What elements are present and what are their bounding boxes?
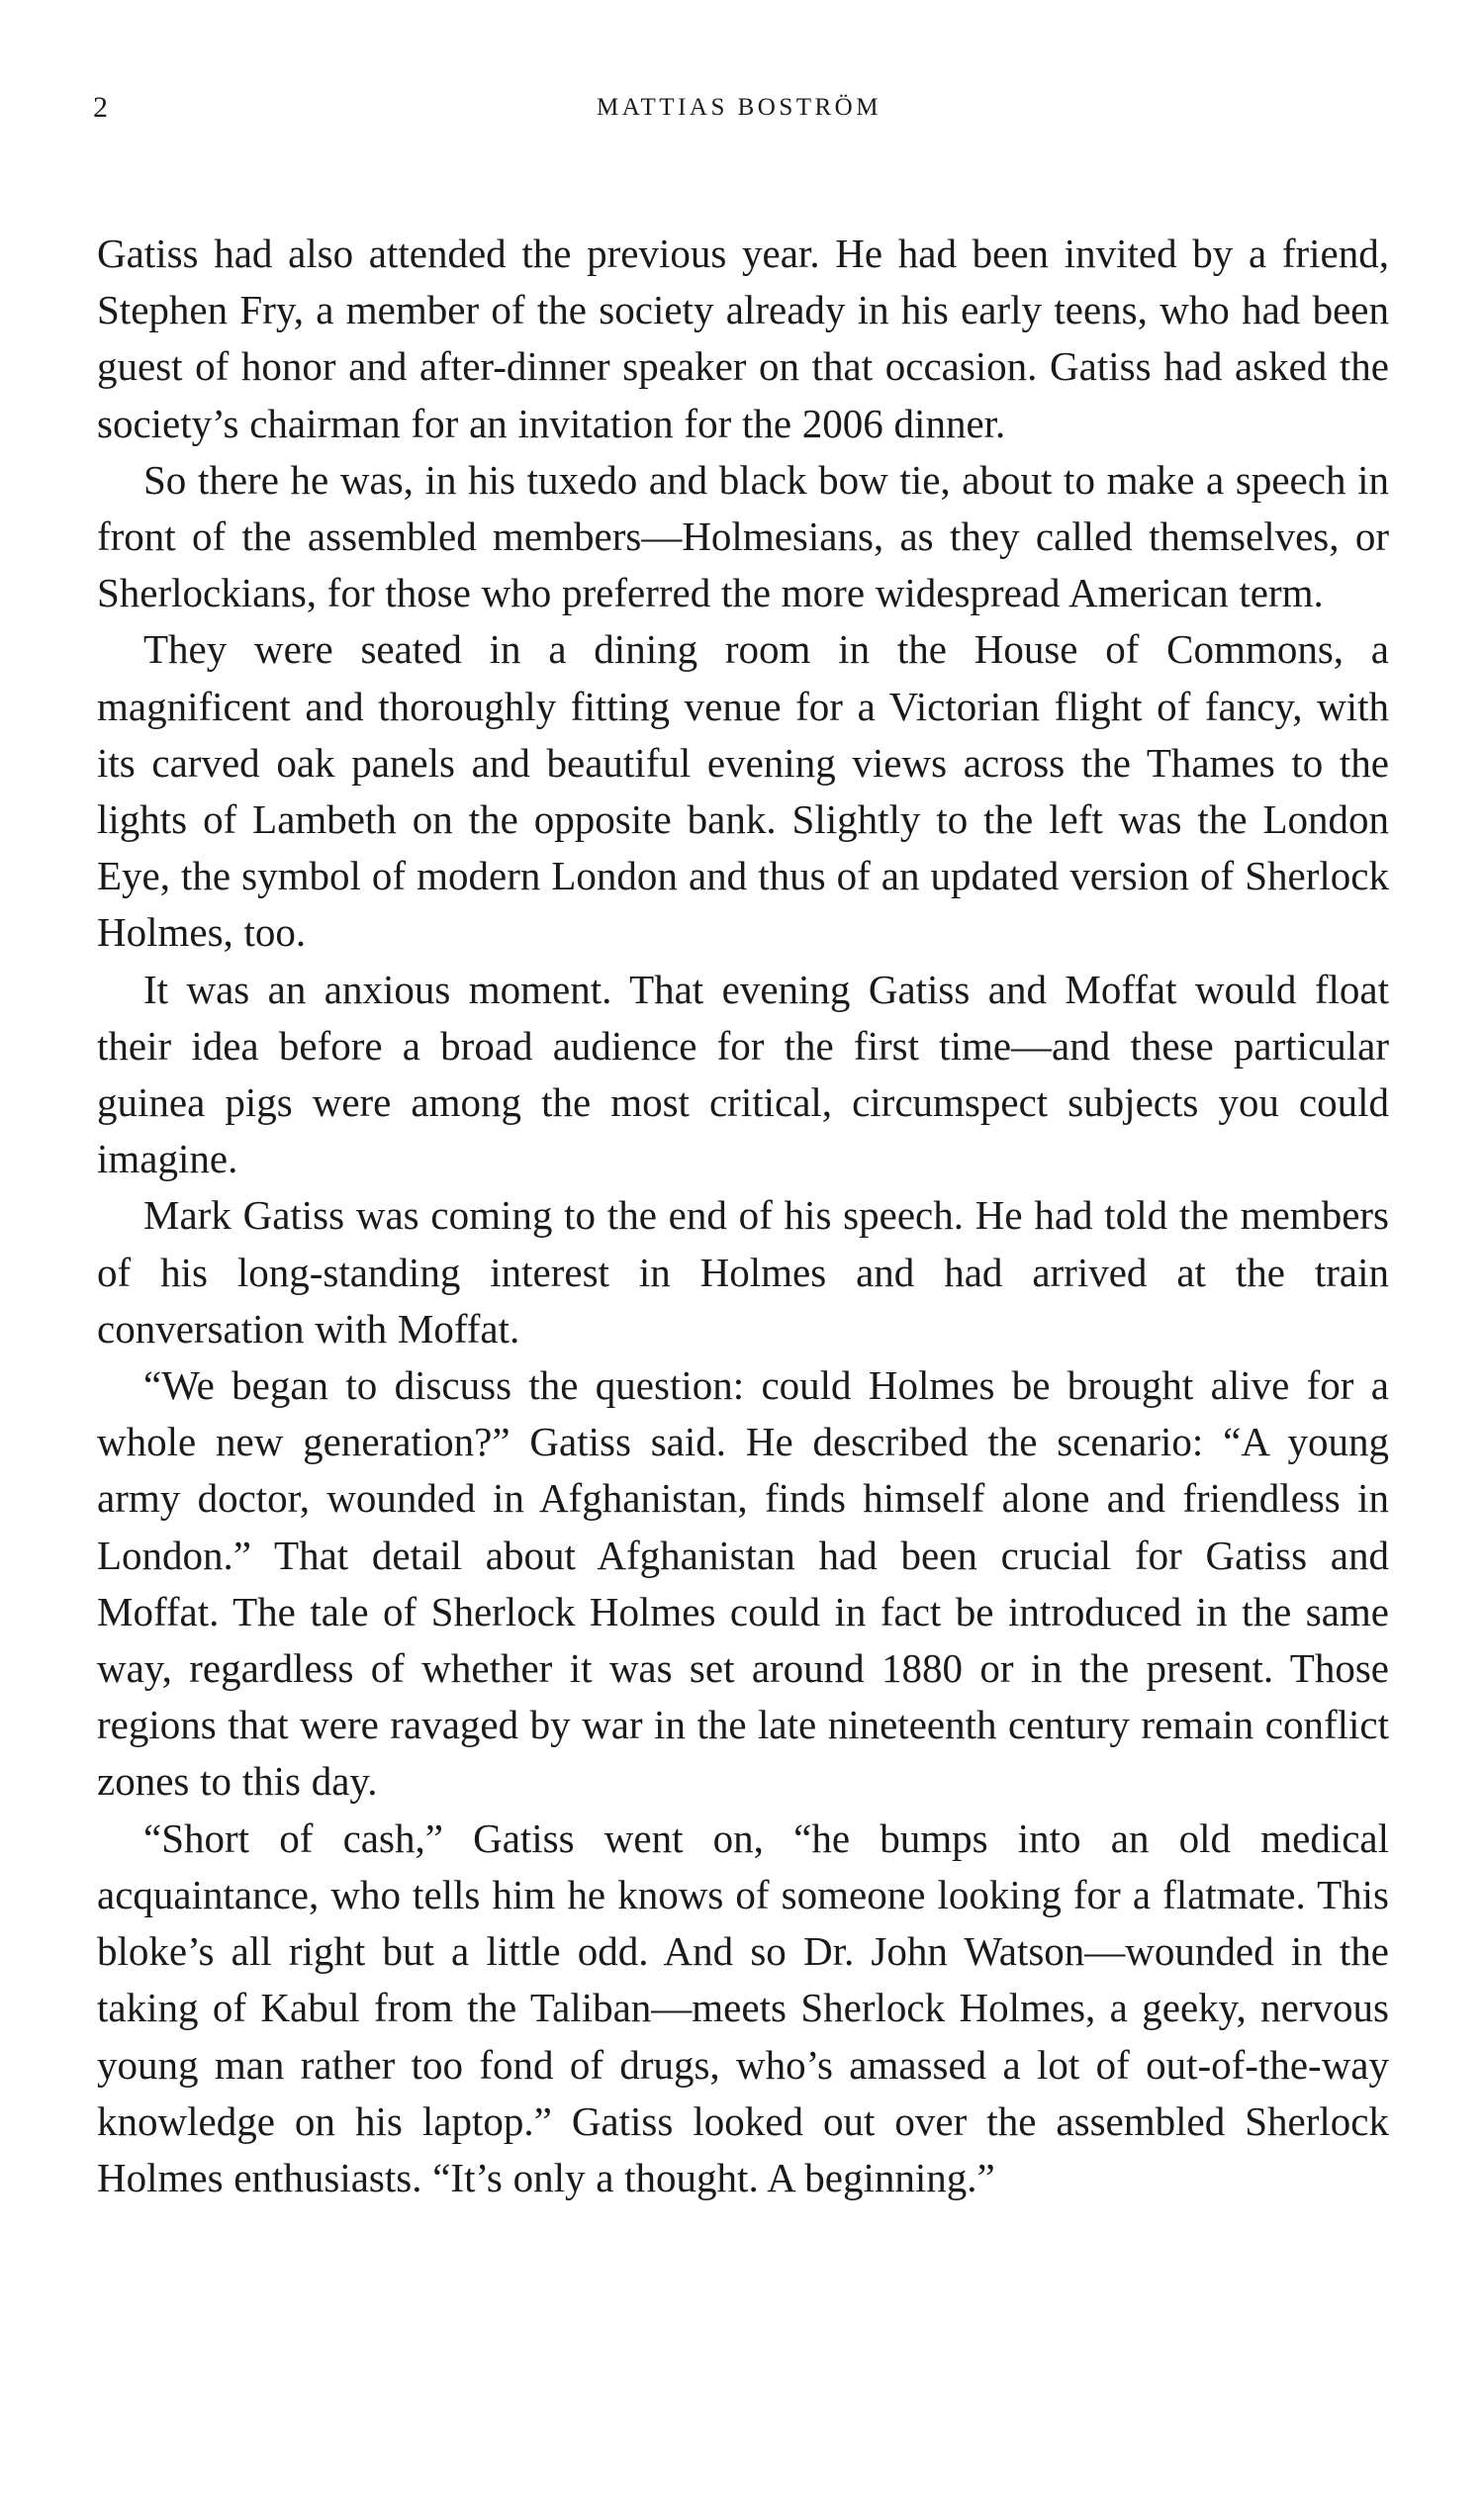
paragraph: “We began to discuss the question: could Holmes be brought alive for a whole new generation?” Gatiss said. He described the scenario: “A young army doctor, wounded in Afghanistan, finds himself alone and friendless in London.” That detail about Afghanistan had been crucial for Gatiss and Moffat. The tale of Sherlock Holmes could in fact be introduced in the same way, regardless of whether it was set around 1880 or in the present. Those regions that were ravaged by war in the late nineteenth century remain conflict zones to this day. bbox=[97, 1362, 1389, 1805]
body-text bbox=[97, 226, 1389, 2206]
running-head bbox=[93, 83, 1391, 133]
running-title-author: MATTIAS BOSTRÖM bbox=[597, 94, 881, 121]
paragraph: So there he was, in his tuxedo and black bow tie, about to make a speech in front of the assembled members—Holmesians, as they called themselves, or Sherlockians, for those who preferred the more widespread American term. bbox=[97, 456, 1389, 616]
paragraph: Gatiss had also attended the previous year. He had been invited by a friend, Stephen Fry, a member of the society already in his early teens, who had been guest of honor and after-dinner speaker on that occasion. Gatiss had asked the society’s chairman for an invitation for the 2006 dinner. bbox=[97, 231, 1389, 446]
page-number: 2 bbox=[93, 91, 109, 124]
paragraph: Mark Gatiss was coming to the end of his speech. He had told the members of his long-standing interest in Holmes and had arrived at the train conversation with Moffat. bbox=[97, 1192, 1389, 1351]
paragraph: They were seated in a dining room in the House of Commons, a magnificent and thoroughly fitting venue for a Victorian flight of fancy, with its carved oak panels and beautiful evening views across the Thames to the lights of Lambeth on the opposite bank. Slightly to the left was the London Eye, the symbol of modern London and thus of an updated version of Sherlock Holmes, too. bbox=[97, 626, 1389, 956]
paragraph: “Short of cash,” Gatiss went on, “he bumps into an old medical acquaintance, who tells him he knows of someone looking for a flatmate. This bloke’s all right but a little odd. And so Dr. John Watson—wounded in the taking of Kabul from the Taliban—meets Sherlock Holmes, a geeky, nervous young man rather too fond of drugs, who’s amassed a lot of out-of-the-way knowledge on his laptop.” Gatiss looked out over the assembled Sherlock Holmes enthusiasts. “It’s only a thought. A beginning.” bbox=[97, 1815, 1389, 2200]
paragraph: It was an anxious moment. That evening Gatiss and Moffat would float their idea before a broad audience for the first time—and these particular guinea pigs were among the most critical, circumspect subjects you could imagine. bbox=[97, 966, 1389, 1182]
